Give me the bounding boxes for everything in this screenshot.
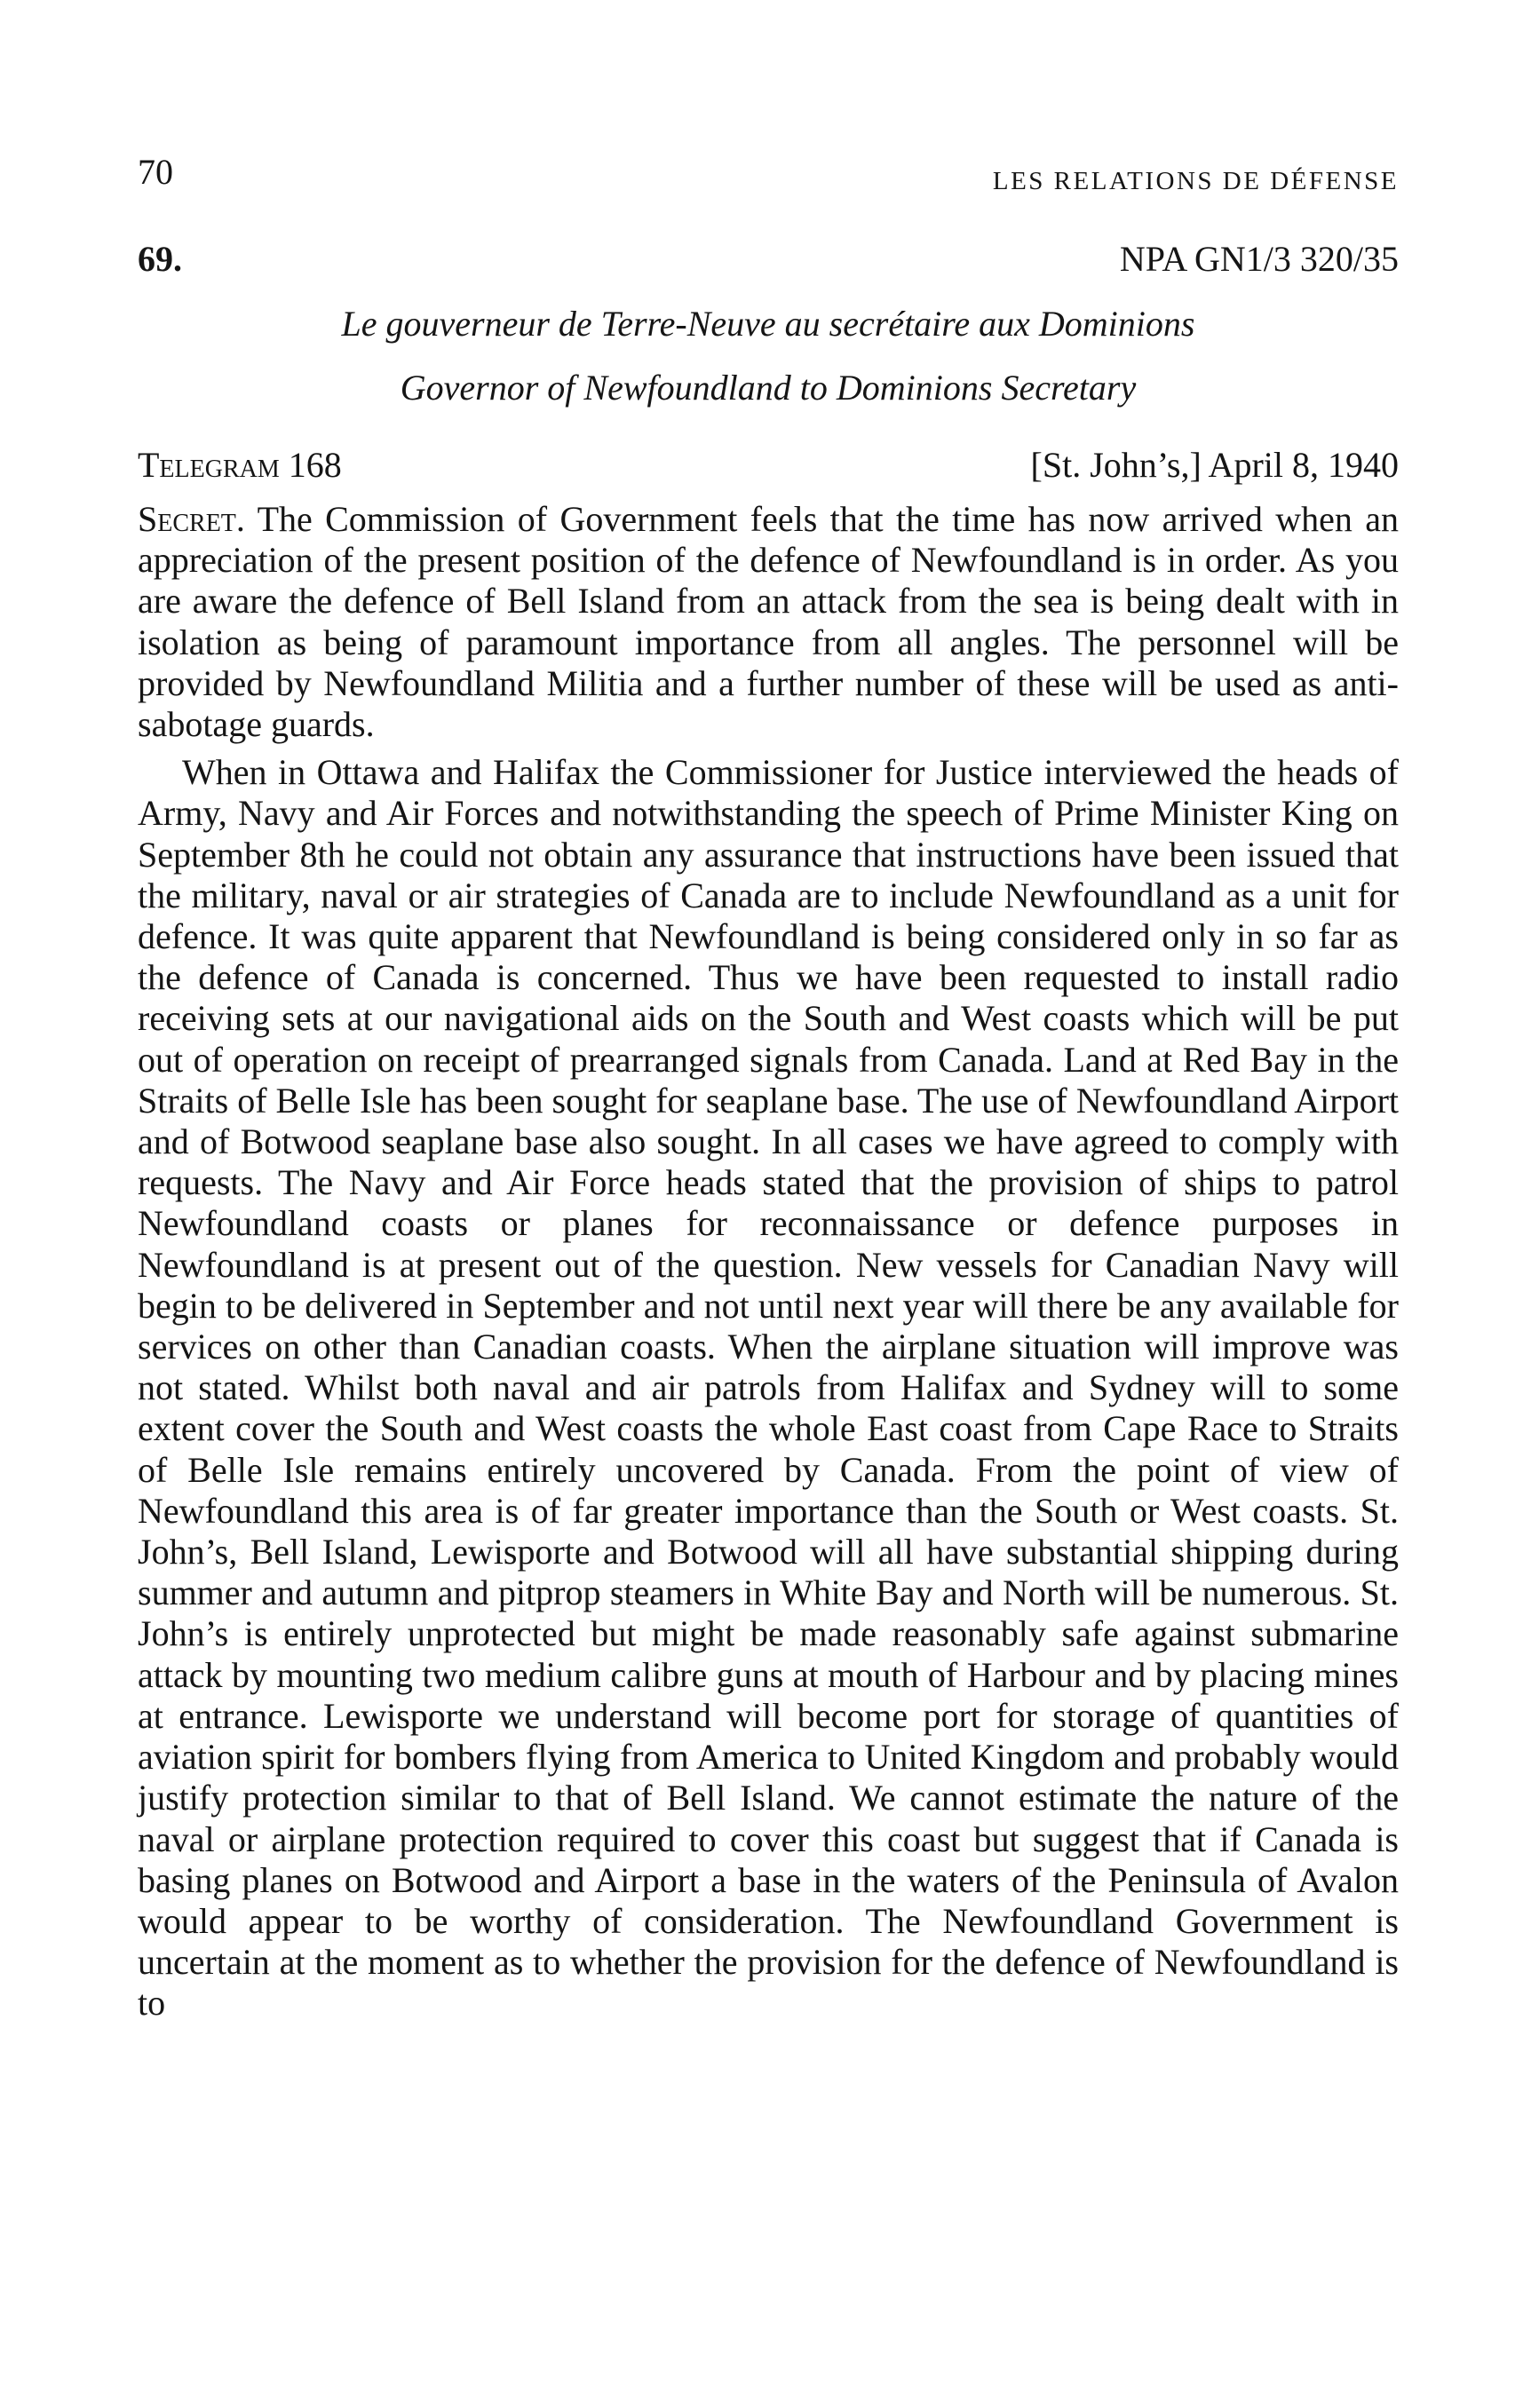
classification-label: Secret.: [138, 499, 245, 539]
archive-reference: NPA GN1/3 320/35: [1119, 239, 1399, 279]
place-and-date: [St. John’s,] April 8, 1940: [1030, 445, 1399, 485]
telegram-line: [138, 444, 1399, 494]
running-head: [138, 151, 1399, 204]
page-number: 70: [138, 152, 173, 192]
telegram-body: [138, 499, 1399, 2024]
body-paragraph-1: [138, 499, 1399, 745]
document-header: [138, 238, 1399, 289]
paragraph-1-text: The Commission of Government feels that the time has now arrived when an appreciation of the present position of the defence of Newfoundland is in order. As you are aware the defence of Bell Island from an attack from the sea is being dealt with in isolation as being of paramount importance from all angles. The personnel will be provided by Newfoundland Militia and a further number of these will be used as anti-sabotage guards.: [138, 499, 1400, 745]
heading-french: Le gouverneur de Terre-Neuve au secrétaire aux Dominions: [341, 304, 1195, 344]
running-title: LES RELATIONS DE DÉFENSE: [992, 167, 1399, 195]
heading-english: Governor of Newfoundland to Dominions Secretary: [400, 368, 1137, 408]
telegram-label: Telegram 168: [138, 445, 342, 485]
body-paragraph-2: When in Ottawa and Halifax the Commissioner for Justice interviewed the heads of Army, Navy and Air Forces and notwithstanding the speech of Prime Minister King on September 8th he could not obtain any assurance that instructions have been issued that the military, naval or air strategies of Canada are to include Newfoundland as a unit for defence. It was quite apparent that Newfoundland is being considered only in so far as the defence of Canada is concerned. Thus we have been requested to install radio receiving sets at our navigational aids on the South and West coasts which will be put out of operation on receipt of prearranged signals from Canada. Land at Red Bay in the Straits of Belle Isle has been sought for seaplane base. The use of Newfoundland Airport and of Botwood seaplane base also sought. In all cases we have agreed to comply with requests. The Navy and Air Force heads stated that the provision of ships to patrol Newfoundland coasts or planes for reconnaissance or defence purposes in Newfoundland is at present out of the question. New vessels for Canadian Navy will begin to be delivered in September and not until next year will there be any available for services on other than Canadian coasts. When the airplane situation will improve was not stated. Whilst both naval and air patrols from Halifax and Sydney will to some extent cover the South and West coasts the whole East coast from Cape Race to Straits of Belle Isle remains entirely uncovered by Canada. From the point of view of Newfoundland this area is of far greater importance than the South or West coasts. St. John’s, Bell Island, Lewisporte and Botwood will all have substantial shipping during summer and autumn and pitprop steamers in White Bay and North will be numerous. St. John’s is entirely unprotected but might be made reasonably safe against submarine attack by mounting two medium calibre guns at mouth of Harbour and by placing mines at entrance. Lewisporte we understand will become port for storage of quantities of aviation spirit for bombers flying from America to United Kingdom and probably would justify protection similar to that of Bell Island. We cannot estimate the nature of the naval or airplane protection required to cover this coast but suggest that if Canada is basing planes on Botwood and Airport a base in the waters of the Peninsula of Avalon would appear to be worthy of consideration. The Newfoundland Government is uncertain at the moment as to whether the provision for the defence of Newfoundland is to: [138, 752, 1399, 2024]
document-page: [138, 151, 1399, 2024]
document-number: 69.: [138, 239, 182, 279]
